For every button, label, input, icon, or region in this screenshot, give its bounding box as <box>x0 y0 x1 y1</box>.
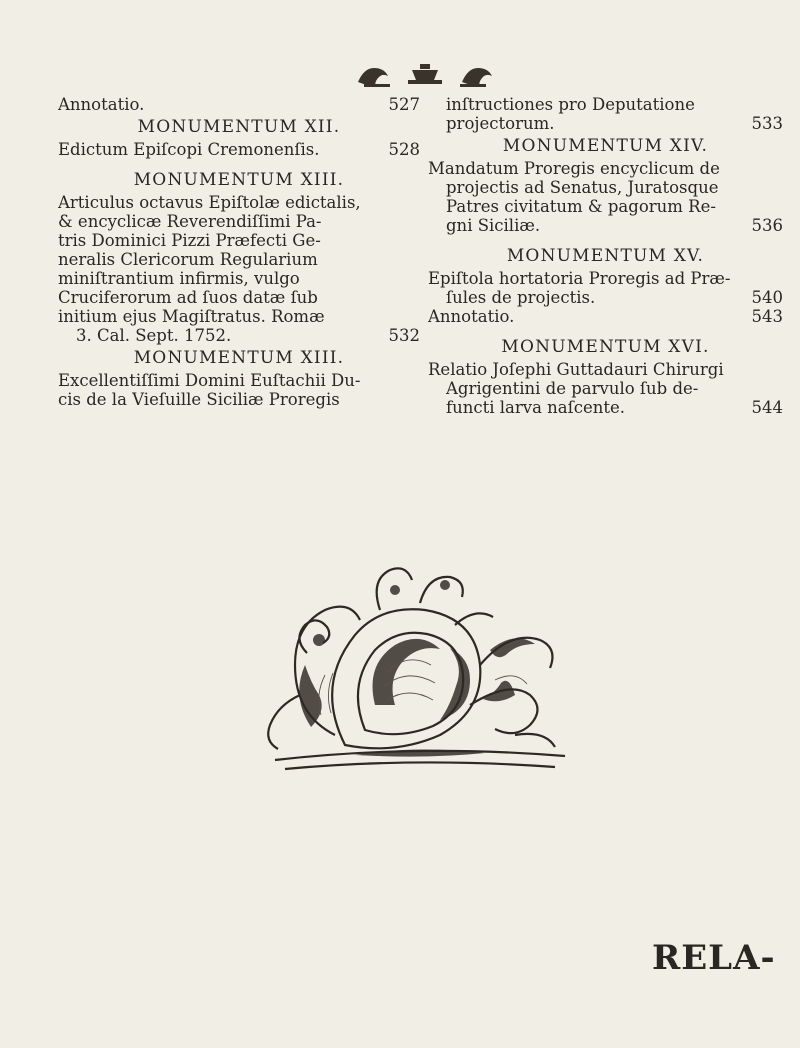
left-column <box>58 95 420 409</box>
catchword: RELA- <box>652 938 776 978</box>
heading-monumentum-xiii-second: MONUMENTUM XIII. <box>133 348 345 368</box>
entry-text: ſules de projectis. <box>446 288 596 307</box>
entry-line: miniſtrantium infirmis, vulgo <box>58 269 300 288</box>
entry-line: initium ejus Magiſtratus. Romæ <box>58 307 325 326</box>
page-number: 536 <box>751 216 783 235</box>
entry-line: Cruciferorum ad ſuos datæ ſub <box>58 288 318 307</box>
entry-line: Patres civitatum & pagorum Re- <box>446 197 716 216</box>
toc-entry-xii <box>58 140 420 159</box>
entry-text: Edictum Epiſcopi Cremonenſis. <box>58 140 320 159</box>
entry-text: projectorum. <box>446 114 555 133</box>
page-number: 533 <box>751 114 783 133</box>
toc-entry-xvi <box>428 360 783 417</box>
toc-entry-annotatio <box>58 95 420 114</box>
entry-line-last <box>428 288 783 307</box>
toc-entry-xiv <box>428 159 783 235</box>
entry-text: Annotatio. <box>428 307 515 326</box>
entry-line: & encyclicæ Reverendiſſimi Pa- <box>58 212 322 231</box>
entry-line: cis de la Vieſuille Siciliæ Proregis <box>58 390 340 409</box>
page-number: 540 <box>751 288 783 307</box>
page-number: 528 <box>388 140 420 159</box>
toc-entry-annotatio <box>428 307 783 326</box>
entry-line-last <box>428 216 783 235</box>
entry-line: Epiſtola hortatoria Proregis ad Præ- <box>428 269 731 288</box>
entry-line: Agrigentini de parvulo ſub de- <box>446 379 699 398</box>
entry-line: tris Dominici Pizzi Præfecti Ge- <box>58 231 321 250</box>
page-number: 532 <box>388 326 420 345</box>
entry-line: neralis Clericorum Regularium <box>58 250 318 269</box>
entry-line: Mandatum Proregis encyclicum de <box>428 159 720 178</box>
heading-monumentum-xvi: MONUMENTUM XVI. <box>501 337 710 357</box>
heading-monumentum-xv: MONUMENTUM XV. <box>506 246 705 266</box>
entry-line: Articulus octavus Epiſtolæ edictalis, <box>58 193 361 212</box>
entry-line: inſtructiones pro Deputatione <box>446 95 695 114</box>
toc-entry-xv <box>428 269 783 307</box>
right-column <box>428 95 783 417</box>
header-ornament <box>350 62 500 88</box>
toc-entry-xiv-start <box>58 371 420 409</box>
heading-monumentum-xiii: MONUMENTUM XIII. <box>133 170 345 190</box>
entry-text: functi larva naſcente. <box>446 398 626 417</box>
entry-text: 3. Cal. Sept. 1752. <box>76 326 232 345</box>
entry-text: gni Siciliæ. <box>446 216 541 235</box>
entry-line: projectis ad Senatus, Juratosque <box>446 178 719 197</box>
entry-line-last <box>428 114 783 133</box>
entry-line-last <box>58 326 420 345</box>
page-number: 544 <box>751 398 783 417</box>
entry-line: Relatio Joſephi Guttadauri Chirurgi <box>428 360 724 379</box>
tailpiece-vignette <box>215 555 615 780</box>
toc-entry-xiii <box>58 193 420 345</box>
entry-text: Annotatio. <box>58 95 145 114</box>
page-number: 527 <box>388 95 420 114</box>
heading-monumentum-xii: MONUMENTUM XII. <box>137 117 341 137</box>
entry-line: Excellentiſſimi Domini Euſtachii Du- <box>58 371 361 390</box>
page-number: 543 <box>751 307 783 326</box>
heading-monumentum-xiv: MONUMENTUM XIV. <box>502 136 709 156</box>
entry-line-last <box>428 398 783 417</box>
